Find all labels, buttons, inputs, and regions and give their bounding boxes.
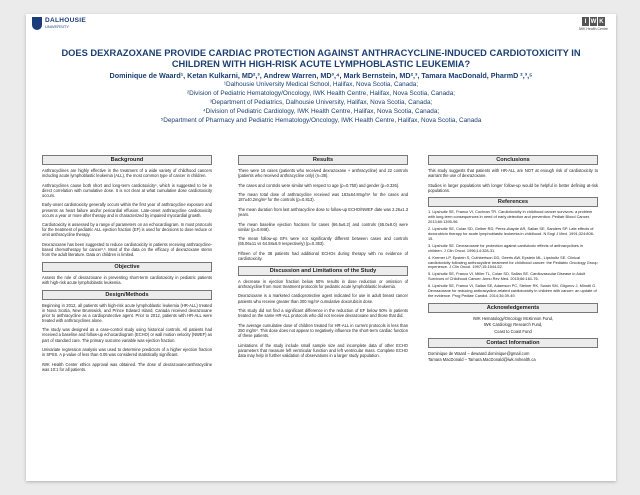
paragraph: There were 16 cases (patients who received dexrazoxane + anthracycline) and 22 controls (patients who received anthracycline only) (n=38). <box>238 168 408 179</box>
section-heading-contact: Contact Information <box>428 338 598 348</box>
paragraph: The mean baseline ejection fractions for cases (66.5±6.2) and controls (65.0±8.0) were similar (p=0.848). <box>238 221 408 232</box>
affiliation: ⁵Department of Pharmacy and Pediatric Hematology/Oncology, IWK Health Centre, Halifax, Nova Scotia, Canada <box>160 117 482 124</box>
author-list: Dominique de Waard¹, Ketan Kulkarni, MD²,³, Andrew Warren, MD³,⁴, Mark Bernstein, MD²,³, Tamara MacDonald, PharmD ²,³,⁵ <box>109 71 533 80</box>
section-heading-results: Results <box>238 155 408 165</box>
paragraph: Cardiotoxicity is assessed by a range of parameters on an echocardiogram. In most protocols for the treatment of pediatric ALL ejection fraction (EF) is used for decisions to dose reduce or omit anthracycline therapy. <box>42 222 212 238</box>
reference-item: 3. Lipshultz SE. Dexrazoxane for protection against cardiotoxic effects of anthracyclines in children. J Clin Oncol. 1996;14:328-31. <box>428 242 583 253</box>
affiliation: ³Department of Pediatrics, Dalhousie University, Halifax, Nova Scotia, Canada; <box>209 99 433 106</box>
acknowledgement-list <box>428 316 598 336</box>
shield-icon <box>32 17 42 30</box>
section-heading-objective: Objective <box>42 262 212 272</box>
iwk-letter: W <box>590 18 597 25</box>
poster <box>26 14 616 481</box>
dalhousie-logo <box>32 17 86 30</box>
paragraph: IWK Health Center ethics approval was obtained. The dose of dexrazoxane:anthracycline was 10:1 for all patients. <box>42 361 212 372</box>
iwk-letter: I <box>582 17 589 26</box>
paragraph: Dexrazoxane has been suggested to reduce cardiotoxicity in patients receiving anthracycline-based chemotherapy for cancer²,³. Most of the data on the efficacy of dexrazoxane stems from the adult literature. Data on children is limited. <box>42 242 212 258</box>
affiliation: ⁴Division of Pediatric Cardiology, IWK Health Centre, Halifax, Nova Scotia, Canada; <box>202 108 440 115</box>
column-left <box>42 155 212 377</box>
paragraph: Limitations of the study include small sample size and incomplete data of other ECHO parameters that measure left ventricular function and left ventricular mass. Complete ECHO data may help in further validation of observations in a larger study population. <box>238 342 408 358</box>
reference-item: 4. Kremer LP, Epstein S, Cuthbertson DD, Geerts AW, Epstein ML, Lipshultz SE. Clinical cardiotoxicity following anthracycline treatment for childhood cancer: the Pediatric Oncology Group experience. J Clin Oncol. 1997;15:1544-52. <box>428 254 598 270</box>
paragraph: The mean duration from last anthracycline dose to follow-up ECHO/NWEF date was 2.26±1.3 years. <box>238 206 408 218</box>
acknowledgement-item: IWK Cardiology Research Fund, <box>483 322 543 328</box>
poster-header <box>26 48 616 125</box>
section-heading-discussion: Discussion and Limitations of the Study <box>238 266 408 276</box>
reference-item: 2. Lipshultz SE, Colan SD, Gelber RD, Perez-Atayde AR, Sallan SE, Sanders SP. Late effects of doxorubicin therapy for acute lymphoblastic leukemia in childhood. N Engl J Med. 1991;324:808-15. <box>428 226 595 241</box>
reference-item: 6. Lipshultz SE, Franco VI, Sallan SE, Adamson PC, Steiner RK, Swain SM, Gligorov J, Minotti G. Dexrazoxane for reducing anthracycline-related cardiotoxicity in children with cancer: an update of the evidence. Prog Pediatr Cardiol. 2014;36:39-49. <box>428 283 597 298</box>
paragraph: Assess the role of dexrazoxane in preventing short-term cardiotoxicity in pediatric patients with high-risk acute lymphoblastic leukemia. <box>42 274 212 285</box>
affiliation: ¹Dalhousie University Medical School, Halifax, Nova Scotia, Canada; <box>223 81 419 88</box>
section-heading-background: Background <box>42 155 212 165</box>
acknowledgement-item: IWK Hematology/Oncology McKinnon Fund, <box>472 315 554 321</box>
paragraph: Early-onset cardiotoxicity generally occurs within the first year of anthracycline exposure and presents as heart failure and/or pericardial effusion. Late-onset anthracycline cardiotoxicity occurs a year or more after therapy and is characterized by impaired myocardial growth. <box>42 202 212 218</box>
logo-left-sub: UNIVERSITY <box>45 23 70 29</box>
iwk-letter: K <box>599 18 604 25</box>
paragraph: The study was designed as a case-control study using historical controls. All patients had received a baseline and follow-up echocardiogram (ECHO) or wall motion velocity (NWEF) as part of standard care. The primary outcome variable was ejection fraction. <box>42 327 212 343</box>
section-heading-acknowledgements: Acknowledgements <box>428 303 598 313</box>
paragraph: The average cumulative dose of children treated for HR-ALL in current protocols is less than 250 mg/m². This dose does not appear to negatively influence the short-term cardiac function of these patients. <box>238 322 408 338</box>
affiliation: ²Division of Pediatric Hematology/Oncology, IWK Health Centre, Halifax, Nova Scotia, Canada; <box>186 90 456 97</box>
paragraph: Dexrazoxane is a marketed cardioprotective agent indicated for use in adult breast cancer patients who receive greater than 300 mg/m² cumulative doxorubicin dose. <box>238 293 408 304</box>
contact-line: Dominique de Waard – dewaard.dominique@gmail.com <box>428 351 530 357</box>
paragraph: A decrease in ejection fraction below 50% results in dose reduction or omission of anthracycline from most treatment protocols for pediatric acute lymphoblastic leukemia. <box>238 278 408 289</box>
section-heading-design: Design/Methods <box>42 290 212 300</box>
paragraph: The mean follow-up EFs were not significantly different between cases and controls (65.06±11 vs 64.58±6.9 respectively) (p=0.353). <box>238 236 408 247</box>
logo-right-sub: IWK Health Centre <box>578 27 608 31</box>
section-heading-references: References <box>428 197 598 207</box>
iwk-logo <box>579 17 608 31</box>
acknowledgement-item: Coast to Coast Fund <box>494 328 532 334</box>
paragraph: Anthracyclines cause both short and long-term cardiotoxicity¹, which is suggested to be in direct correlation with cumulative dose. It is not clear at what cumulative dose cardiotoxicity occurs. <box>42 182 212 198</box>
reference-item: 5. Lipshultz SE, Franco VI, Miller TL, Colan SD, Sallan SE. Cardiovascular Disease in Adult Survivors of Childhood Cancer. Annu Rev Med. 2015;66:161-76. <box>428 271 586 282</box>
paragraph: The cases and controls were similar with respect to age (p=0.750) and gender (p=0.326). <box>238 182 400 188</box>
logo-left-main: DALHOUSIE <box>45 17 86 25</box>
paragraph: Fifteen of the 38 patients had additional ECHOs during therapy with no evidence of cardiotoxicity. <box>238 251 408 262</box>
contact-list <box>428 351 598 363</box>
paragraph: This study suggests that patients with HR-ALL are NOT at enough risk of cardiotoxicity to warrant the use of dexrazoxane. <box>428 168 598 179</box>
paragraph: Univariate regression analysis was used to determine predictors of a higher ejection fraction in SPSS. A p-value of less than 0.05 was considered statistically significant. <box>42 347 212 358</box>
contact-line: Tamara MacDonald – Tamara.MacDonald@iwk.nshealth.ca <box>428 357 536 363</box>
column-right <box>428 155 598 363</box>
column-middle <box>238 155 408 362</box>
paragraph: This study did not find a significant difference in the reduction of EF below 50% in patients treated on the same HR-ALL protocols who did not receive dexrazoxane and those that did. <box>238 308 408 319</box>
paragraph: The mean total dose of anthracycline received was 183±64.8mg/m² for the cases and 187±40.2mg/m² for the controls (p=0.813). <box>238 192 408 203</box>
paragraph: Beginning in 2012, all patients with high-risk acute lymphoblastic leukemia (HR-ALL) treated in Nova Scotia, New Brunswick, and Prince Edward Island, Canada received dexrazoxane prior to anthracycline as a cardioprotective agent. Prior to 2012, patients with HR-ALL were treated with anthracyclines alone. <box>42 302 212 323</box>
reference-item: 1. Lipshultz SE, Franco VI, Cochran TR. Cardiotoxicity in childhood cancer survivors: a problem with long-term consequences in need of early detection and prevention. Pediatr Blood Cancer. 2013;60:1395-96. <box>428 209 593 225</box>
paragraph: Anthracyclines are highly effective in the treatment of a wide variety of childhood cancers including acute lymphoblastic leukemia (ALL), the most common type of cancer in children. <box>42 168 212 179</box>
section-heading-conclusions: Conclusions <box>428 155 598 165</box>
poster-title: DOES DEXRAZOXANE PROVIDE CARDIAC PROTECTION AGAINST ANTHRACYCLINE-INDUCED CARDIOTOXICITY IN CHILDREN WITH HIGH-RISK ACUTE LYMPHOBLASTIC LEUKEMIA? <box>61 48 581 69</box>
paragraph: Studies in larger populations with longer follow-up would be helpful in better defining at-risk populations. <box>428 182 598 193</box>
